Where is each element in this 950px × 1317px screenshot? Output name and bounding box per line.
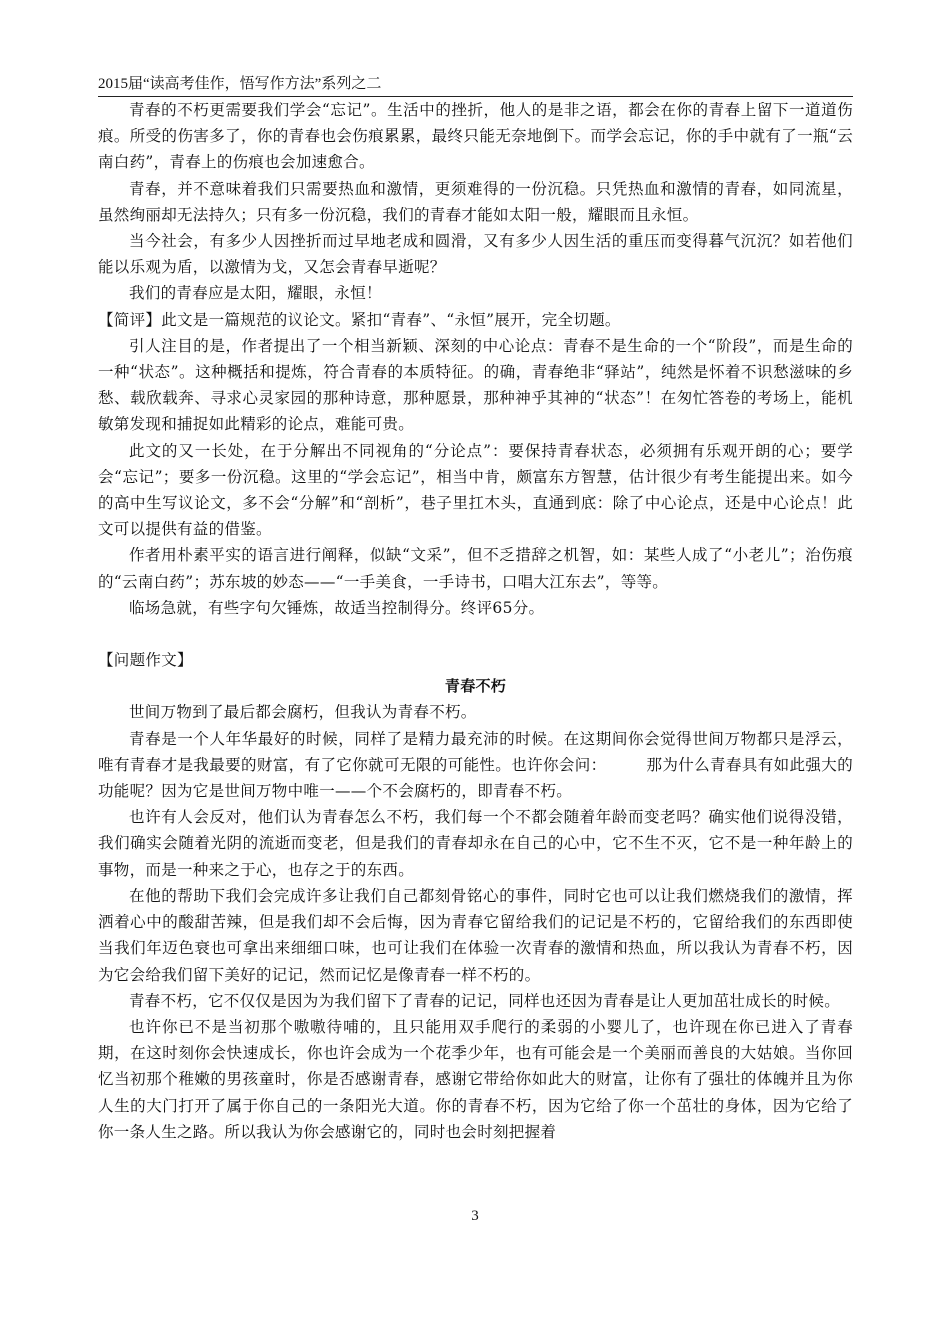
section-gap	[98, 621, 853, 647]
problem-essay-paragraph: 在他的帮助下我们会完成许多让我们自己都刻骨铭心的事件，同时它也可以让我们燃烧我们的激情，挥洒着心中的酸甜苦辣，但是我们却不会后悔，因为青春它留给我们的记记是不朽的，它留给我们的东西即使当我们年迈色衰也可拿出来细细口味，也可让我们在体验一次青春的激情和热血，所以我认为青春不朽，因为它会给我们留下美好的记记，然而记忆是像青春一样不朽的。	[98, 886, 853, 984]
review-score: 临场急就，有些字句欠锤炼，故适当控制得分。终评65分。	[129, 598, 545, 617]
essay-title: 青春不朽	[444, 677, 507, 696]
problem-essay-paragraph: 世间万物到了最后都会腐朽，但我认为青春不朽。	[129, 703, 477, 722]
page-content	[98, 97, 853, 1145]
problem-essay-paragraph: 青春是一个人年华最好的时候，同样了是精力最充沛的时候。在这期间你会觉得世间万物都只是浮云，唯有青春才是我最要的财富，有了它你就可无限的可能性。也许你会问： 那为什么青春具有如此强大的功能呢？因为它是世间万物中唯一——个不会腐朽的，即青春不朽。	[98, 729, 853, 801]
problem-essay-paragraph: 也许有人会反对，他们认为青春怎么不朽，我们每一个不都会随着年龄而变老吗？确实他们说得没错，我们确实会随着光阴的流逝而变老，但是我们的青春却永在自己的心中，它不生不灭，它不是一种年龄上的事物，而是一种来之于心，也存之于的东西。	[98, 808, 853, 879]
section-label: 【问题作文】	[98, 651, 193, 670]
problem-essay-paragraph: 青春不朽，它不仅仅是因为为我们留下了青春的记记，同样也还因为青春是让人更加茁壮成长的时候。	[129, 991, 841, 1010]
review-paragraph: 引人注目的是，作者提出了一个相当新颖、深刻的中心论点：青春不是生命的一个“阶段”，而是生命的一种“状态”。这种概括和提炼，符合青春的本质特征。的确，青春绝非“驿站”，纯然是怀着不识愁滋味的乡愁、载欣载奔、寻求心灵家园的那种诗意，那种愿景，那种神乎其神的“状态”！在匆忙答卷的考场上，能机敏第发现和捕捉如此精彩的论点，难能可贵。	[98, 336, 853, 434]
page-number: 3	[471, 1208, 479, 1224]
review-paragraph: 此文的又一长处，在于分解出不同视角的“分论点”：要保持青春状态，必须拥有乐观开朗的心；要学会“忘记”；要多一份沉稳。这里的“学会忘记”，相当中肯，颇富东方智慧，估计很少有考生能提出来。如今的高中生写议论文，多不会“分解”和“剖析”，巷子里扛木头，直通到底：除了中心论点，还是中心论点！此文可以提供有益的借鉴。	[98, 441, 853, 539]
essay-paragraph: 当今社会，有多少人因挫折而过早地老成和圆滑，又有多少人因生活的重压而变得暮气沉沉？如若他们能以乐观为盾，以激情为戈，又怎会青春早逝呢？	[98, 232, 853, 277]
essay-paragraph: 青春的不朽更需要我们学会“忘记”。生活中的挫折，他人的是非之语，都会在你的青春上留下一道道伤痕。所受的伤害多了，你的青春也会伤痕累累，最终只能无奈地倒下。而学会忘记，你的手中就有了一瓶“云南白药”，青春上的伤痕也会加速愈合。	[98, 101, 853, 172]
review-style-paragraph: 作者用朴素平实的语言进行阐释，似缺“文采”，但不乏措辞之机智，如：某些人成了“小老儿”；治伤痕的“云南白药”；苏东坡的妙态——“一手美食，一手诗书，口唱大江东去”，等等。	[98, 546, 853, 591]
essay-paragraph: 青春，并不意味着我们只需要热血和激情，更须难得的一份沉稳。只凭热血和激情的青春，如同流星，虽然绚丽却无法持久；只有多一份沉稳，我们的青春才能如太阳一般，耀眼而且永恒。	[98, 179, 853, 224]
review-heading: 【简评】此文是一篇规范的议论文。紧扣“青春”、“永恒”展开，完全切题。	[98, 310, 621, 329]
page-header: 2015届“读高考佳作，悟写作方法”系列之二	[98, 74, 853, 97]
problem-essay-paragraph: 也许你已不是当初那个嗷嗷待哺的，且只能用双手爬行的柔弱的小婴儿了，也许现在你已进入了青春期，在这时刻你会快速成长，你也许会成为一个花季少年，也有可能会是一个美丽而善良的大姑娘。当你回忆当初那个稚嫩的男孩童时，你是否感谢青春，感谢它带给你如此大的财富，让你有了强壮的体魄并且为你人生的大门打开了属于你自己的一条阳光大道。你的青春不朽，因为它给了你一个茁壮的身体，因为它给了你一条人生之路。所以我认为你会感谢它的，同时也会时刻把握着	[98, 1017, 853, 1141]
essay-paragraph: 我们的青春应是太阳，耀眼，永恒！	[129, 284, 382, 303]
